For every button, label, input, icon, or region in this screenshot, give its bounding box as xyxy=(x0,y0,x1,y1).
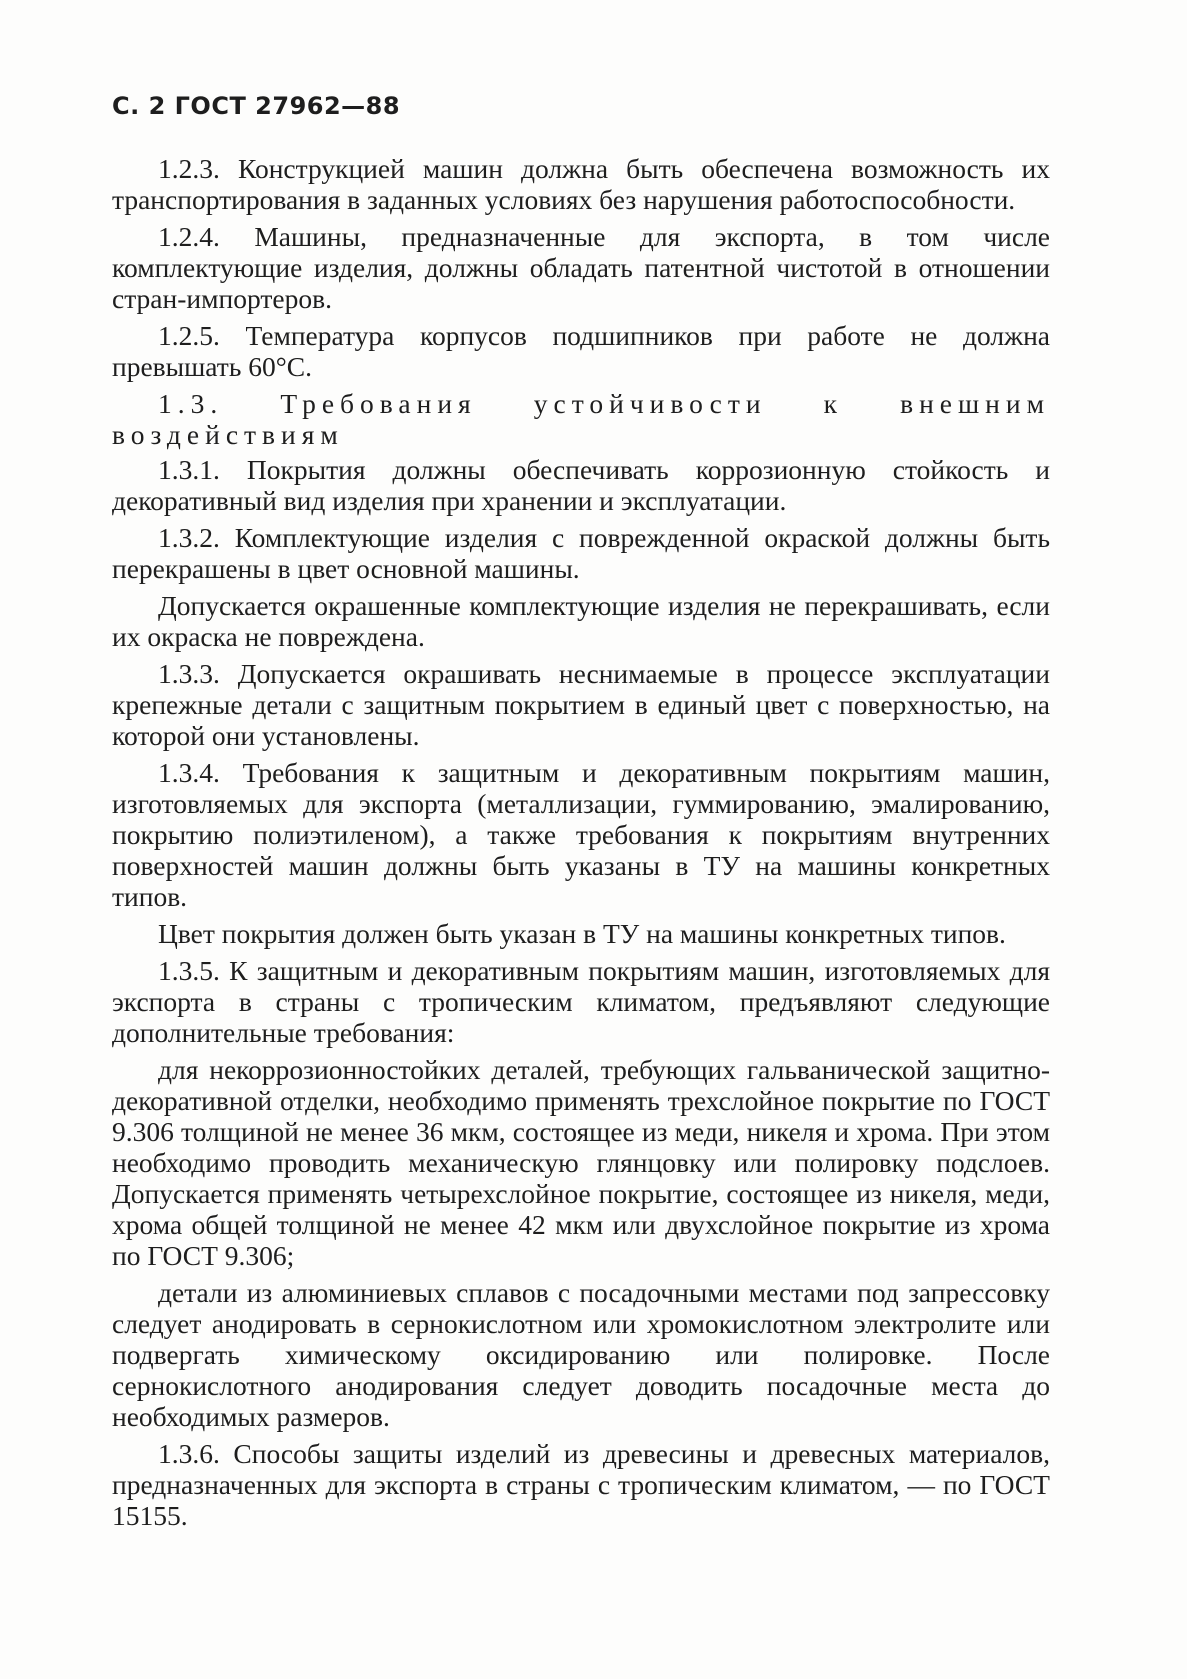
paragraph-1-3-6: 1.3.6. Способы защиты изделий из древесины и древесных материалов, предназначенных для экспорта в страны с тропическим климатом, — по ГОСТ 15155. xyxy=(112,1438,1050,1531)
paragraph-1-3-2: 1.3.2. Комплектующие изделия с поврежденной окраской должны быть перекрашены в цвет основной машины. xyxy=(112,522,1050,584)
paragraph-1-3-3: 1.3.3. Допускается окрашивать неснимаемые в процессе эксплуатации крепежные детали с защитным покрытием в единый цвет с поверхностью, на которой они установлены. xyxy=(112,658,1050,751)
paragraph-1-2-4: 1.2.4. Машины, предназначенные для экспорта, в том числе комплектующие изделия, должны обладать патентной чистотой в отношении стран-импортеров. xyxy=(112,221,1050,314)
page-header: С. 2 ГОСТ 27962—88 xyxy=(112,92,401,120)
paragraph-1-3-4: 1.3.4. Требования к защитным и декоративным покрытиям машин, изготовляемых для экспорта (металлизации, гуммированию, эмалированию, покрытию полиэтиленом), а также требования к покрытиям внутренних поверхностей машин должны быть указаны в ТУ на машины конкретных типов. xyxy=(112,757,1050,912)
paragraph-1-2-3: 1.2.3. Конструкцией машин должна быть обеспечена возможность их транспортирования в заданных условиях без нарушения работоспособности. xyxy=(112,153,1050,215)
paragraph-1-3-4-color: Цвет покрытия должен быть указан в ТУ на машины конкретных типов. xyxy=(158,918,1006,949)
section-heading-1-3: 1.3. Требования устойчивости к внешним воздействиям xyxy=(112,388,1050,450)
paragraph-1-3-2-note: Допускается окрашенные комплектующие изделия не перекрашивать, если их окраска не повреждена. xyxy=(112,590,1050,652)
document-body xyxy=(112,153,1050,1537)
paragraph-1-2-5: 1.2.5. Температура корпусов подшипников при работе не должна превышать 60°С. xyxy=(112,320,1050,382)
paragraph-1-3-5-item-1: для некоррозионностойких деталей, требующих гальванической защитно-декоративной отделки, необходимо применять трехслойное покрытие по ГОСТ 9.306 толщиной не менее 36 мкм, состоящее из меди, никеля и хрома. При этом необходимо проводить механическую глянцовку или полировку подслоев. Допускается применять четырехслойное покрытие, состоящее из никеля, меди, хрома общей толщиной не менее 42 мкм или двухслойное покрытие из хрома по ГОСТ 9.306; xyxy=(112,1054,1050,1271)
paragraph-1-3-5-item-2: детали из алюминиевых сплавов с посадочными местами под запрессовку следует анодировать в сернокислотном или хромокислотном электролите или подвергать химическому оксидированию или полировке. После сернокислотного анодирования следует доводить посадочные места до необходимых размеров. xyxy=(112,1277,1050,1432)
paragraph-1-3-5: 1.3.5. К защитным и декоративным покрытиям машин, изготовляемых для экспорта в страны с тропическим климатом, предъявляют следующие дополнительные требования: xyxy=(112,955,1050,1048)
paragraph-1-3-1: 1.3.1. Покрытия должны обеспечивать коррозионную стойкость и декоративный вид изделия при хранении и эксплуатации. xyxy=(112,454,1050,516)
